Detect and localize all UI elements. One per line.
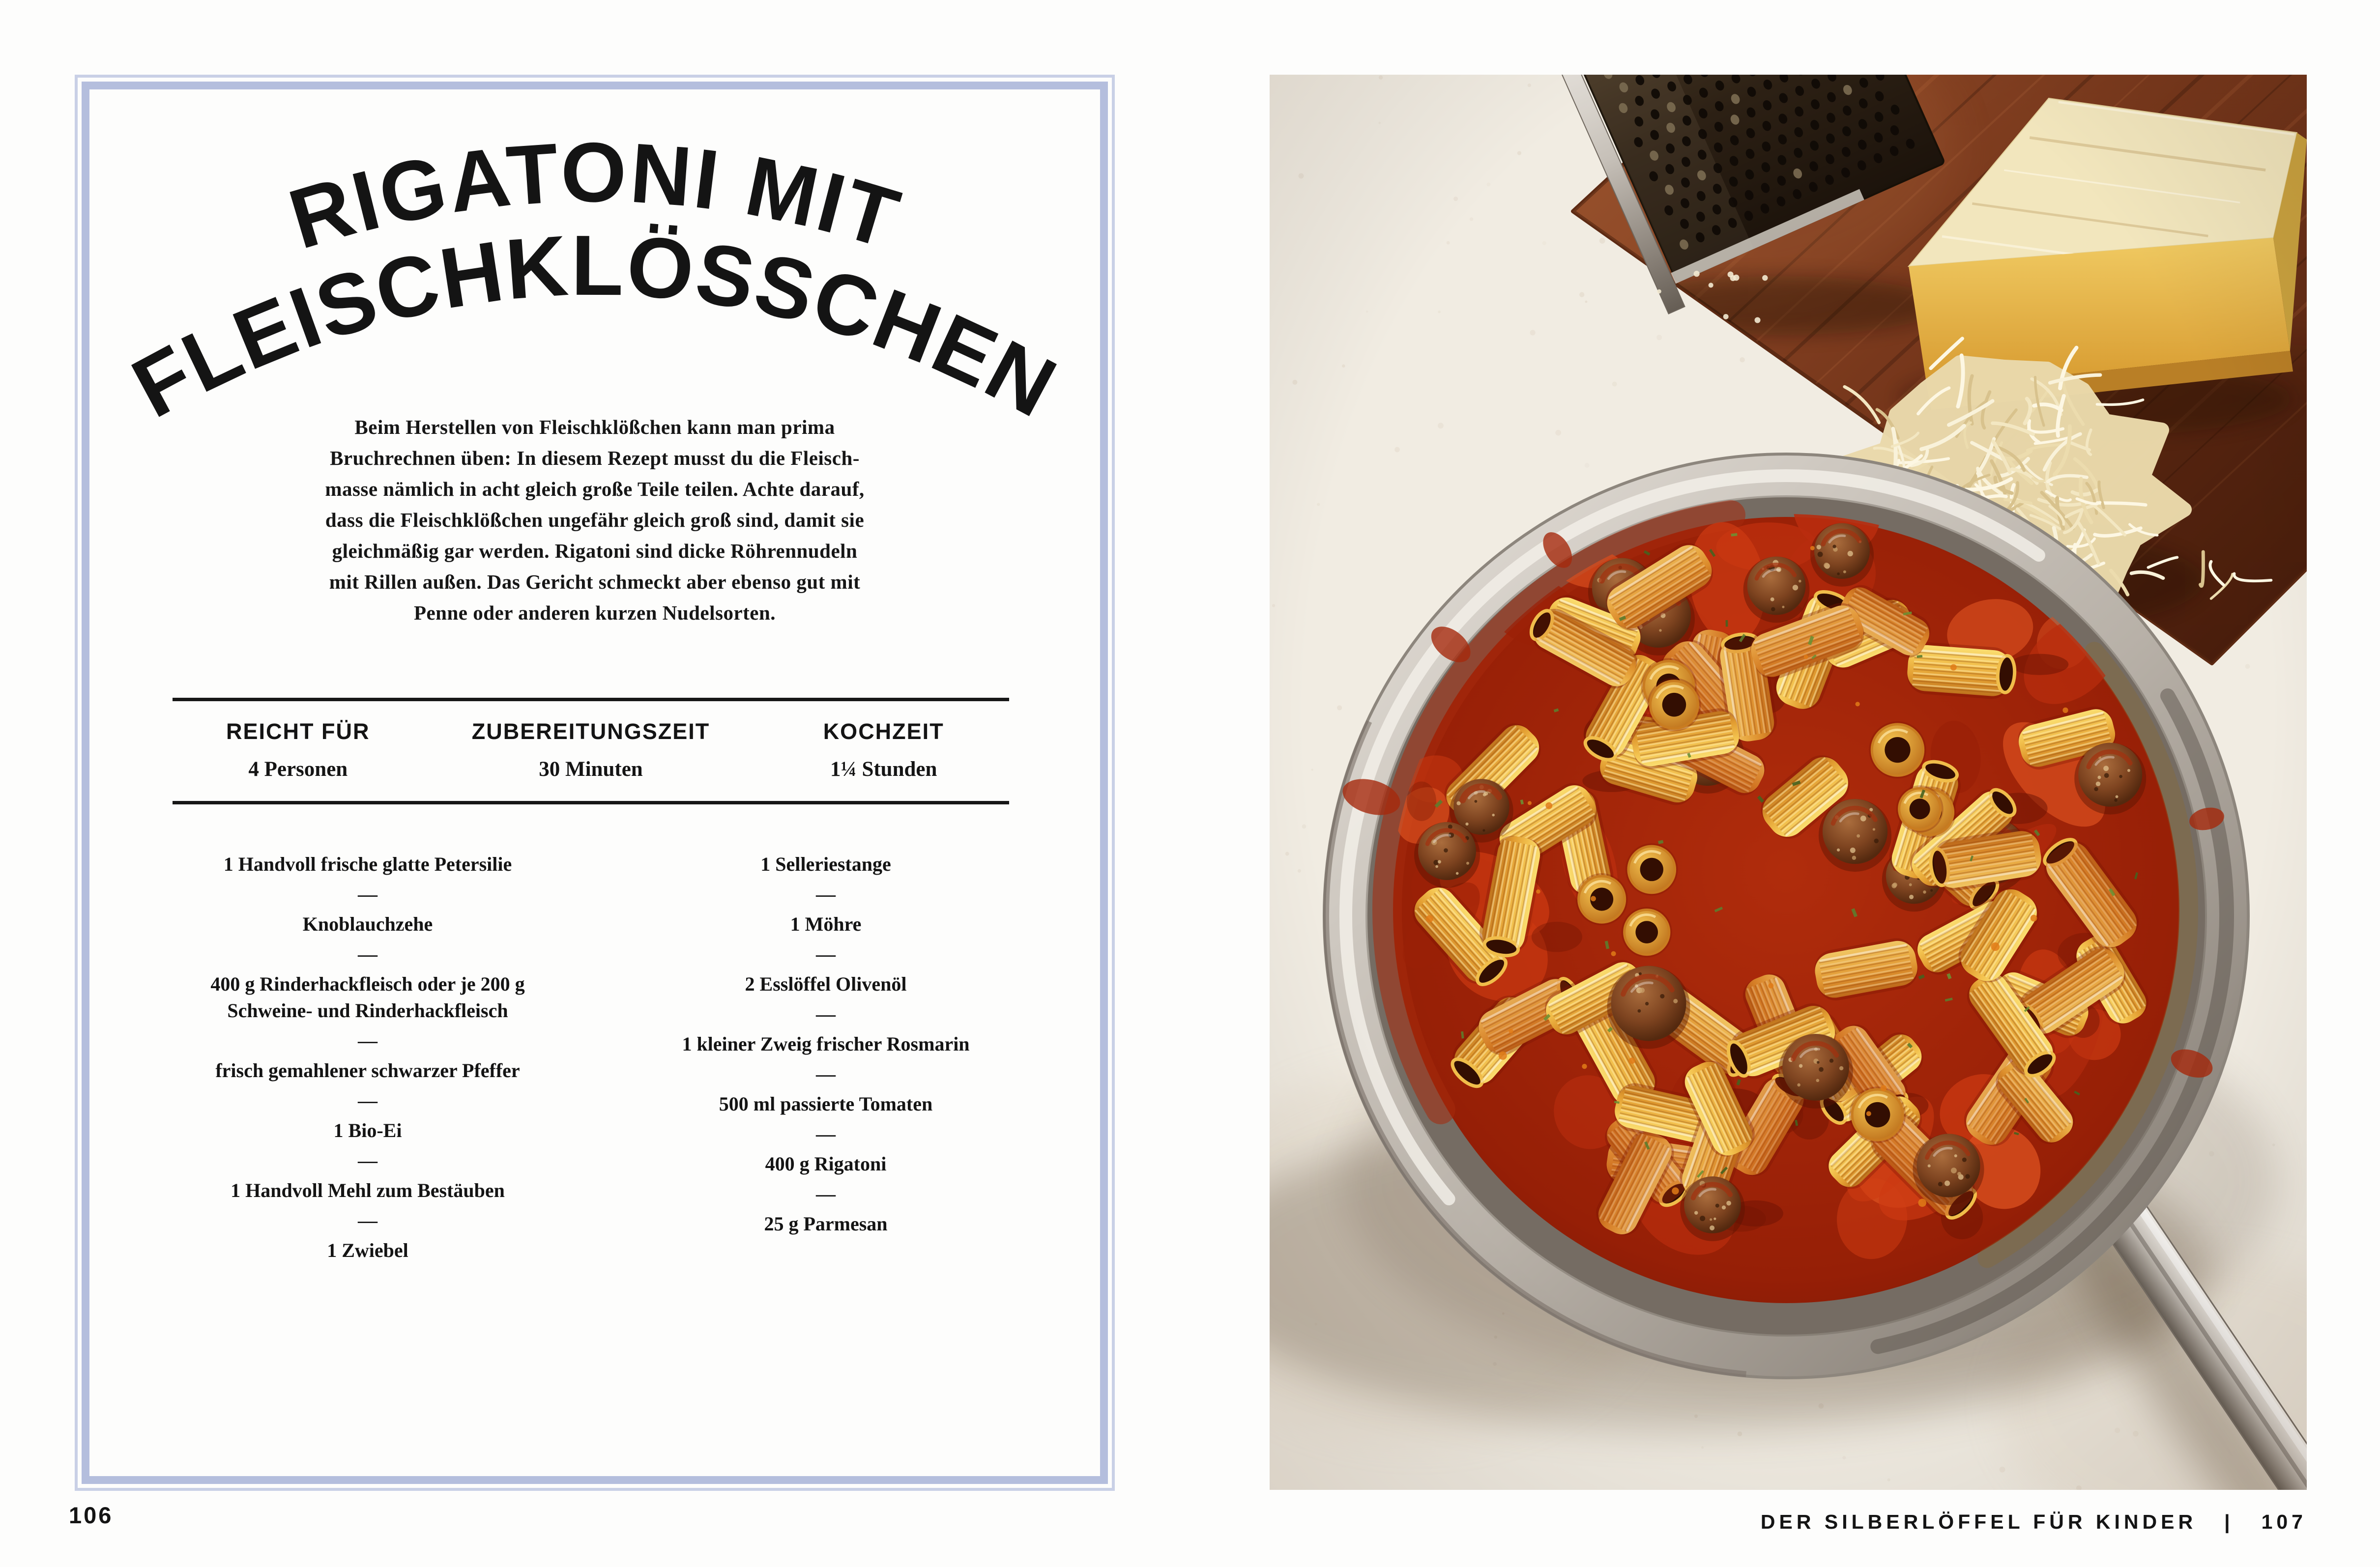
ingredient-separator: — (358, 1089, 377, 1111)
ingredient-separator: — (816, 943, 836, 965)
serves-value: 4 Personen (248, 758, 348, 781)
title-line-1: RIGATONI MIT (279, 125, 911, 267)
ingredient-separator: — (358, 1209, 377, 1231)
ingredient-item: 400 g Rigatoni (765, 1153, 887, 1175)
footer-divider: | (2224, 1510, 2234, 1533)
recipe-title (113, 118, 1076, 462)
cook-time-value: 1¼ Stunden (830, 758, 937, 781)
ingredient-separator: — (816, 1003, 836, 1025)
pasta-pan-photo (1270, 75, 2307, 1490)
page-number-right: 107 (2261, 1510, 2307, 1533)
prep-time-label: ZUBEREITUNGSZEIT (471, 719, 710, 744)
intro-line: Bruchrechnen üben: In diesem Rezept musst du die Fleisch- (330, 447, 860, 469)
ingredient-item: 1 kleiner Zweig frischer Rosmarin (682, 1033, 970, 1055)
recipe-photo (1270, 75, 2307, 1490)
ingredient-separator: — (358, 1029, 377, 1052)
ingredient-item: 400 g Rinderhackfleisch oder je 200 g Schweine- und Rinderhackfleisch (210, 973, 525, 1022)
prep-time-value: 30 Minuten (539, 758, 643, 781)
recipe-intro (162, 412, 1027, 628)
intro-line: Penne oder anderen kurzen Nudelsorten. (413, 601, 776, 624)
intro-line: gleichmäßig gar werden. Rigatoni sind dicke Röhrennudeln (332, 540, 858, 562)
ingredient-separator: — (816, 883, 836, 905)
ingredient-item: 500 ml passierte Tomaten (719, 1093, 933, 1115)
intro-line: masse nämlich in acht gleich große Teile teilen. Achte darauf, (325, 478, 865, 500)
recipe-info-band (173, 698, 1009, 804)
ingredient-item: 2 Esslöffel Olivenöl (745, 973, 907, 995)
serves-label: REICHT FÜR (226, 719, 370, 744)
prep-time-block (424, 719, 758, 781)
svg-text:FLEISCHKLÖSSCHEN (117, 217, 1072, 436)
cook-time-label: KOCHZEIT (823, 719, 944, 744)
ingredient-item: 1 Handvoll Mehl zum Bestäuben (231, 1179, 505, 1201)
serves-block (173, 719, 424, 781)
ingredient-item: 25 g Parmesan (764, 1213, 888, 1235)
ingredient-separator: — (358, 883, 377, 905)
intro-line: Beim Herstellen von Fleischklößchen kann man prima (354, 416, 835, 438)
photo-vignette (1270, 75, 2307, 1490)
ingredients-column-left (210, 851, 525, 1264)
book-title: DER SILBERLÖFFEL FÜR KINDER (1760, 1510, 2197, 1533)
ingredient-separator: — (816, 1123, 836, 1145)
ingredient-item: 1 Handvoll frische glatte Petersilie (223, 853, 512, 875)
ingredients-column-right (668, 851, 983, 1237)
title-line-2: FLEISCHKLÖSSCHEN (117, 217, 1072, 436)
footer-right (1761, 1510, 2307, 1534)
rule-top (173, 698, 1009, 701)
ingredient-item: frisch gemahlener schwarzer Pfeffer (215, 1059, 520, 1082)
ingredient-separator: — (358, 1149, 377, 1171)
intro-line: mit Rillen außen. Das Gericht schmeckt aber ebenso gut mit (329, 570, 861, 593)
ingredient-separator: — (816, 1063, 836, 1085)
intro-line: dass die Fleischklößchen ungefähr gleich groß sind, damit sie (325, 509, 865, 531)
ingredient-item: 1 Möhre (790, 913, 862, 935)
ingredient-item: 1 Selleriestange (760, 853, 891, 875)
ingredient-item: 1 Bio-Ei (333, 1119, 402, 1141)
rule-bottom (173, 801, 1009, 804)
ingredient-separator: — (358, 943, 377, 965)
ingredient-item: 1 Zwiebel (327, 1239, 408, 1261)
page-number-left: 106 (69, 1502, 114, 1528)
ingredient-item: Knoblauchzehe (302, 913, 433, 935)
cook-time-block (758, 719, 1009, 781)
ingredient-separator: — (816, 1183, 836, 1205)
